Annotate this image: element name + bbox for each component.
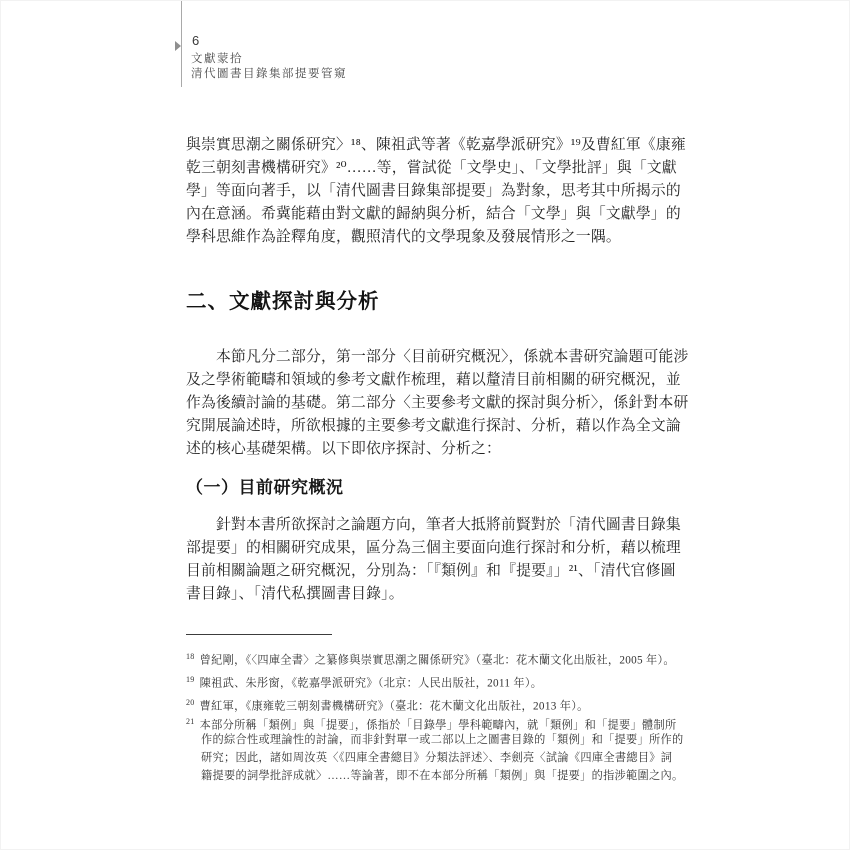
footnote-text: 曹紅軍，《康雍乾三朝刻書機構研究》（臺北：花木蘭文化出版社，2013 年）。 <box>199 700 589 713</box>
footnote-number: 21 <box>186 717 195 726</box>
paragraph-line: 目前相關論題之研究概況，分別為：「『類例』和『提要』」²¹、「清代官修圖 <box>186 563 676 579</box>
footnote-text: 陳祖武、朱彤窗，《乾嘉學派研究》（北京：人民出版社，2011 年）。 <box>199 677 543 690</box>
footnote-separator-rule <box>186 634 332 635</box>
footnote-number: 20 <box>186 698 195 707</box>
paragraph-line: 與崇實思潮之關係研究〉¹⁸、陳祖武等著《乾嘉學派研究》¹⁹及曹紅軍《康雍 <box>186 137 686 153</box>
header-vertical-rule <box>181 1 182 87</box>
footnote-20 <box>186 694 692 712</box>
paragraph-line: 內在意涵。希冀能藉由對文獻的歸納與分析，結合「文學」與「文獻學」的 <box>186 206 681 222</box>
header-arrow-icon <box>175 41 181 51</box>
paragraph-line: 本節凡分二部分，第一部分〈目前研究概況〉，係就本書研究論題可能涉 <box>216 349 689 365</box>
book-title: 文獻蒙拾 <box>191 53 243 65</box>
subsection-heading: （一）目前研究概況 <box>186 478 344 497</box>
page-number: 6 <box>192 33 200 48</box>
footnote-line: 籍提要的詞學批評成就〉……等論著，即不在本部分所稱「類例」與「提要」的指涉範圍之內。 <box>201 770 684 782</box>
paragraph-line: 及之學術範疇和領域的參考文獻作梳理，藉以釐清目前相關的研究概況，並 <box>186 372 681 388</box>
footnote-number: 19 <box>186 675 195 684</box>
book-subtitle: 清代圖書目錄集部提要管窺 <box>191 68 347 80</box>
paragraph-line: 學」等面向著手，以「清代圖書目錄集部提要」為對象，思考其中所揭示的 <box>186 183 681 199</box>
footnote-18 <box>186 648 692 666</box>
footnote-line: 作的綜合性或理論性的討論，而非針對單一或二部以上之圖書目錄的「類例」和「提要」所作的 <box>201 734 684 746</box>
paragraph-line: 述的核心基礎架構。以下即依序探討、分析之： <box>186 441 501 457</box>
paragraph-line: 書目錄」、「清代私撰圖書目錄」。 <box>186 586 404 602</box>
footnote-19 <box>186 671 692 689</box>
footnote-line: 研究；因此，諸如周汝英〈《四庫全書總目》分類法評述〉、李劍亮〈試論《四庫全書總目》詞 <box>201 752 673 764</box>
paragraph-line: 究開展論述時，所欲根據的主要參考文獻進行探討、分析，藉以作為全文論 <box>186 418 681 434</box>
paragraph-line: 部提要」的相關研究成果，區分為三個主要面向進行探討和分析，藉以梳理 <box>186 540 681 556</box>
footnote-text: 曾紀剛，《〈四庫全書〉之纂修與崇實思潮之關係研究》（臺北：花木蘭文化出版社，2005 年）。 <box>199 654 675 667</box>
paragraph-line: 學科思維作為詮釋角度，觀照清代的文學現象及發展情形之一隅。 <box>186 229 621 245</box>
paragraph-line: 針對本書所欲探討之論題方向，筆者大抵將前賢對於「清代圖書目錄集 <box>216 517 681 533</box>
paragraph-line: 乾三朝刻書機構研究》²⁰……等，嘗試從「文學史」、「文學批評」與「文獻 <box>186 160 677 176</box>
section-heading: 二、文獻探討與分析 <box>186 290 380 313</box>
footnote-line <box>186 713 692 731</box>
footnote-text: 本部分所稱「類例」與「提要」，係指於「目錄學」學科範疇內，就「類例」和「提要」體制所 <box>199 719 677 732</box>
footnote-number: 18 <box>186 652 195 661</box>
paragraph-line: 作為後續討論的基礎。第二部分〈主要參考文獻的探討與分析〉，係針對本研 <box>186 395 689 411</box>
